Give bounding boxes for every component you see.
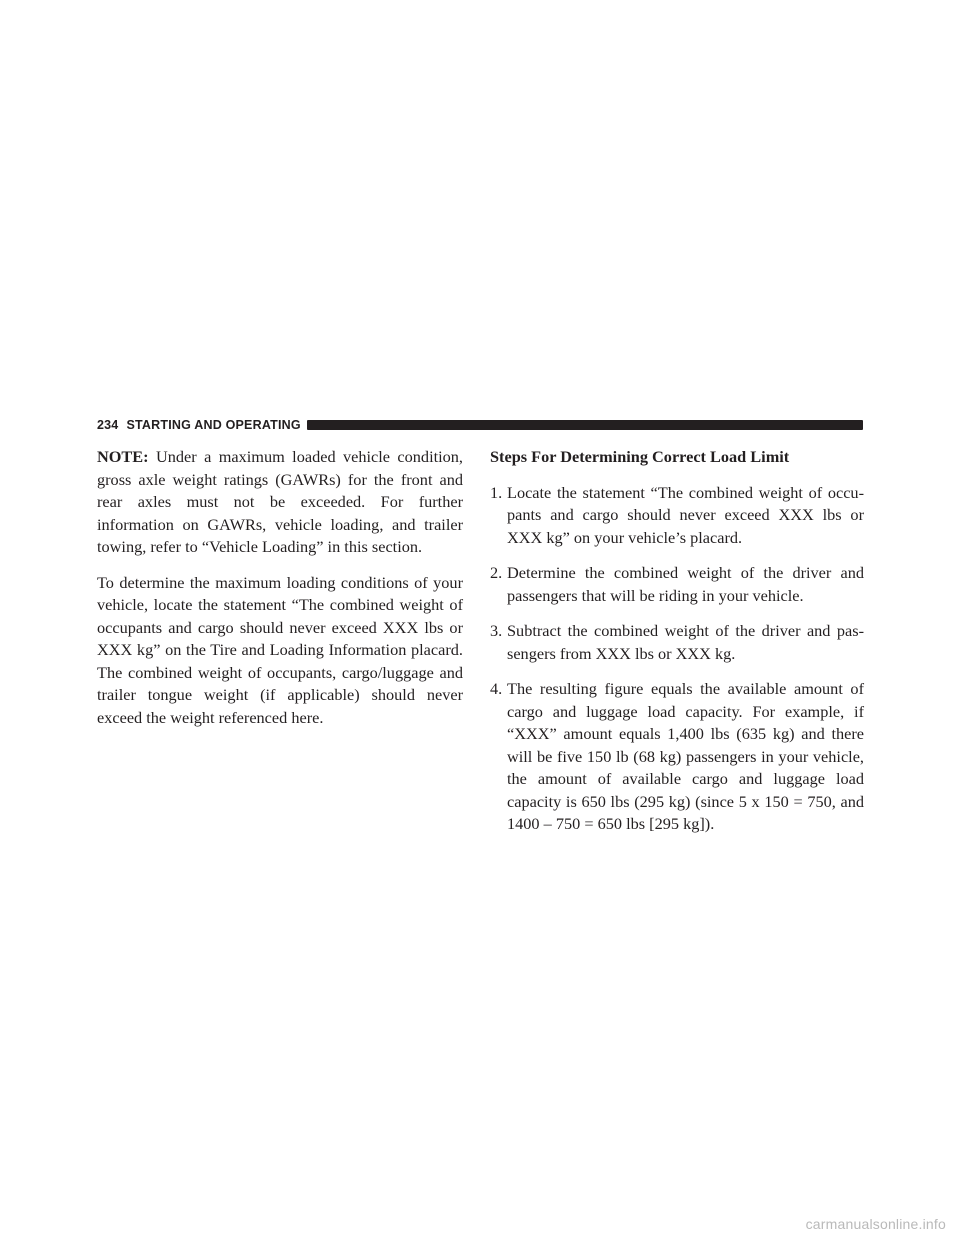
section-title: STARTING AND OPERATING (126, 418, 301, 432)
step-number: 2. (490, 563, 503, 582)
step-number: 1. (490, 482, 503, 502)
note-label: NOTE: (97, 447, 149, 466)
loading-conditions-paragraph: To determine the maximum loading conditions of your vehicle, locate the statement “The combined weight of occupants and cargo should never exceed XXX lbs or XXX kg” on the Tire and Loading Information placard. The combined weight of occupants, cargo/luggage and trailer tongue weight (if applicable) should never exceed the weight referenced here. (97, 572, 463, 727)
note-paragraph (97, 446, 463, 559)
header-rule (307, 420, 863, 430)
step-text: Subtract the combined weight of the driver and pas-sengers from XXX lbs or XXX kg. (507, 621, 864, 663)
step-number: 4. (490, 679, 503, 698)
page-header (97, 417, 863, 433)
left-column (97, 446, 463, 742)
step-text: Locate the statement “The combined weight of occu-pants and cargo should never exceed XXX lbs or XXX kg” on your vehicle’s placard. (507, 482, 864, 547)
step-text: The resulting figure equals the available amount of cargo and luggage load capacity. For example, if “XXX” amount equals 1,400 lbs (635 kg) and there will be five 150 lb (68 kg) passengers in your vehicle, the amount of available cargo and luggage load capacity is 650 lbs (295 kg) (since 5 x 150 = 750, and 1400 – 750 = 650 lbs [295 kg]). (507, 679, 864, 833)
note-text: Under a maximum loaded vehicle condition, gross axle weight ratings (GAWRs) for the front and rear axles must not be exceeded. For further information on GAWRs, vehicle loading, and trailer towing, refer to “Vehicle Loading” in this section. (97, 447, 463, 556)
steps-list (490, 482, 864, 836)
list-item (490, 678, 864, 836)
steps-heading: Steps For Determining Correct Load Limit (490, 447, 790, 466)
right-column (490, 446, 864, 849)
page-number: 234 (97, 418, 119, 432)
list-item (490, 620, 864, 665)
step-text: Determine the combined weight of the driver and passengers that will be riding in your vehicle. (507, 563, 864, 605)
watermark: carmanualsonline.info (805, 1216, 946, 1232)
list-item (490, 562, 864, 607)
list-item (490, 482, 864, 550)
step-number: 3. (490, 621, 503, 640)
